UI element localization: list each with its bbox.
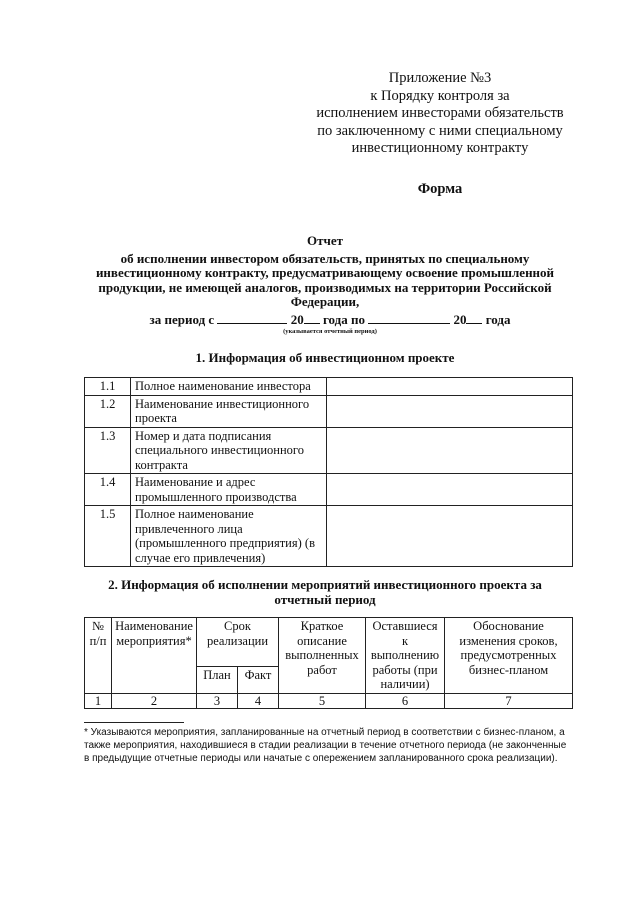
appendix-header <box>300 70 580 158</box>
row-label: Полное наименование инвестора <box>131 378 327 396</box>
table-row <box>85 474 573 506</box>
row-value[interactable] <box>327 474 573 506</box>
appendix-line: инвестиционному контракту <box>351 140 529 156</box>
row-value[interactable] <box>327 506 573 567</box>
table-row <box>85 378 573 396</box>
table-row <box>85 506 573 567</box>
period-start-blank[interactable] <box>217 312 287 324</box>
header-reason: Обоснование изменения сроков, предусмотренных бизнес-планом <box>445 618 573 694</box>
column-number: 7 <box>445 693 573 709</box>
report-period <box>120 312 540 328</box>
appendix-line: Приложение №3 <box>388 70 492 86</box>
report-title-line: Федерации, <box>290 294 360 309</box>
period-prefix: за период с <box>149 312 215 327</box>
report-title-line: об исполнении инвестором обязательств, принятых по специальному <box>120 250 530 266</box>
header-description: Краткое описание выполненных работ <box>279 618 366 694</box>
row-number: 1.4 <box>85 474 131 506</box>
row-label: Наименование инвестиционного проекта <box>131 395 327 427</box>
period-year2: 20 <box>453 312 467 327</box>
period-year1: 20 <box>290 312 304 327</box>
table-row-numbers <box>85 693 573 709</box>
activities-table <box>84 617 573 709</box>
section2-title-line: 2. Информация об исполнении мероприятий инвестиционного проекта за <box>108 577 542 592</box>
row-label: Наименование и адрес промышленного производства <box>131 474 327 506</box>
appendix-line: исполнением инвесторами обязательств <box>316 105 564 121</box>
project-info-table <box>84 377 573 567</box>
report-title <box>90 234 560 310</box>
row-number: 1.5 <box>85 506 131 567</box>
row-value[interactable] <box>327 427 573 474</box>
header-plan: План <box>197 666 238 693</box>
row-label: Номер и дата подписания специального инвестиционного контракта <box>131 427 327 474</box>
period-note: (указывается отчетный период) <box>283 328 377 335</box>
column-number: 5 <box>279 693 366 709</box>
report-title-line: инвестиционному контракту, предусматривающему освоение промышленной <box>95 265 555 280</box>
row-number: 1.1 <box>85 378 131 396</box>
row-value[interactable] <box>327 378 573 396</box>
header-num: № п/п <box>85 618 112 694</box>
column-number: 4 <box>238 693 279 709</box>
header-fact: Факт <box>238 666 279 693</box>
period-end-blank[interactable] <box>368 312 450 324</box>
footnote: * Указываются мероприятия, запланированные на отчетный период в соответствии с бизнес-планом, а также мероприятия, находившиеся в стадии реализации в течение отчетного периода (не законченные в предыдущие отчетные периоды или начатые с опережением запланированного срока реализации). <box>84 727 567 764</box>
row-value[interactable] <box>327 395 573 427</box>
appendix-line: к Порядку контроля за <box>370 87 510 104</box>
header-name: Наименование мероприятия* <box>112 618 197 694</box>
period-mid: года по <box>322 312 365 327</box>
section1-title: 1. Информация об инвестиционном проекте <box>195 350 455 365</box>
table-row <box>85 427 573 474</box>
appendix-line: по заключенному с ними специальному <box>317 122 563 139</box>
row-number: 1.3 <box>85 427 131 474</box>
row-label: Полное наименование привлеченного лица (промышленного предприятия) (в случае его привлечения) <box>131 506 327 567</box>
period-suffix: года <box>485 312 511 327</box>
header-term: Срок реализации <box>197 618 279 667</box>
column-number: 3 <box>197 693 238 709</box>
header-remaining: Оставшиеся к выполнению работы (при наличии) <box>366 618 445 694</box>
table-header-row <box>85 618 573 667</box>
column-number: 6 <box>366 693 445 709</box>
column-number: 2 <box>112 693 197 709</box>
form-title: Форма <box>417 181 463 197</box>
period-year1-blank[interactable] <box>304 312 320 324</box>
period-year2-blank[interactable] <box>466 312 482 324</box>
row-number: 1.2 <box>85 395 131 427</box>
footnote-separator <box>84 722 184 723</box>
report-heading: Отчет <box>307 233 343 248</box>
section2-title-line: отчетный период <box>274 592 376 607</box>
section2-title <box>90 577 560 607</box>
column-number: 1 <box>85 693 112 709</box>
report-title-line: продукции, не имеющей аналогов, производимых на территории Российской <box>98 279 552 295</box>
table-row <box>85 395 573 427</box>
